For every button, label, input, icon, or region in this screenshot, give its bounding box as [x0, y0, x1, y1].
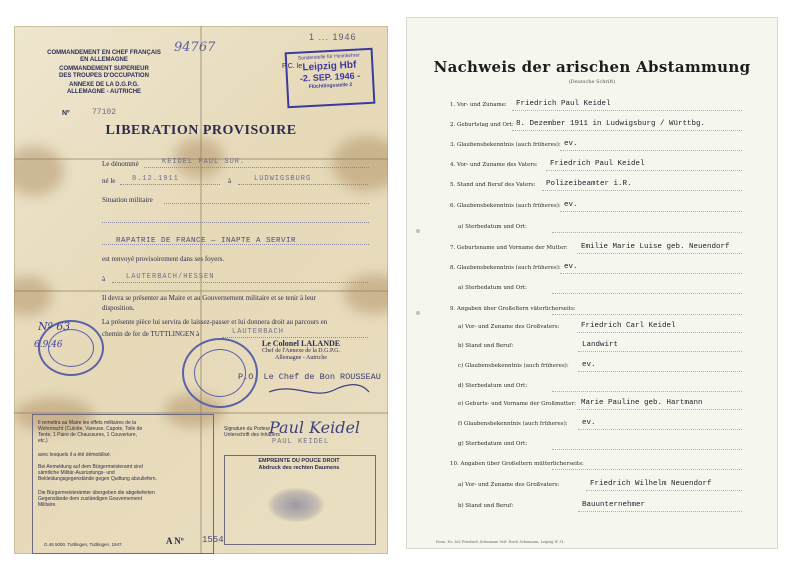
stain — [14, 146, 64, 196]
form-row-label: 8. Glaubensbekenntnis (auch früheres): — [450, 265, 561, 271]
bottom-text-3: Bei Anmeldung auf dem Bürgermeisteramt sind sämtliche Militär-Ausrüstungs- und Bekleidungsgegenstände gegen Quittung abzuliefern. — [38, 464, 157, 482]
ne-le-label: né le — [102, 177, 116, 185]
destination: LAUTERBACH/HESSEN — [126, 273, 215, 281]
form-row-line — [552, 449, 742, 450]
dotted-line — [164, 203, 369, 204]
form-row-label: g) Sterbedatum und Ort: — [458, 441, 528, 447]
holder-signature-typed: PAUL KEIDEL — [272, 438, 330, 446]
rail-destination: LAUTERBACH — [232, 328, 285, 336]
presenter-text-1: Il devra se présenter au Maire et au Gouvernement militaire et se tenir à leur — [102, 294, 316, 302]
presenter-text-2: disposition. — [102, 304, 135, 312]
piece-text-1: La présente pièce lui servira de laissez-passer et lui donnera droit au parcours en — [102, 318, 328, 326]
denomme-label: Le dénommé — [102, 160, 139, 168]
birthplace: LUDWIGSBURG — [254, 175, 312, 183]
form-row-label: b) Stand und Beruf: — [458, 343, 514, 349]
form-row-value: Landwirt — [582, 341, 619, 349]
bottom-text-2: avec lesquels il a été démobilisé. — [38, 452, 112, 458]
leipzig-stamp — [285, 48, 376, 109]
thumbprint-title-fr: EMPREINTE DU POUCE DROIT — [258, 458, 340, 464]
form-row-line — [578, 511, 742, 512]
round-stamp-center — [182, 338, 258, 408]
form-row-label: 3. Glaubensbekenntnis (auch früheres): — [450, 142, 561, 148]
form-row-line — [552, 232, 742, 233]
serial-label: A Nº — [166, 536, 184, 546]
form-row-line — [586, 490, 742, 491]
header-block — [44, 50, 164, 96]
form-row-value: ev. — [564, 263, 578, 271]
thumbprint-title-de: Abdruck des rechten Daumens — [258, 465, 340, 471]
round-stamp-inner — [194, 349, 246, 397]
a-label: à — [228, 177, 232, 185]
document-title: LIBERATION PROVISOIRE — [105, 123, 297, 138]
ne-le-value: 8.12.1911 — [132, 175, 179, 183]
form-row-value: Polizeibeamter i.R. — [546, 180, 632, 188]
form-row-label: c) Glaubensbekenntnis (auch früheres): — [458, 363, 569, 369]
form-row-label: 10. Angaben über Großeltern mütterlicherseits: — [450, 461, 584, 467]
dotted-line — [144, 167, 369, 168]
form-row-line — [552, 293, 742, 294]
stamp-city: Leipzig Hbf — [302, 59, 357, 74]
form-row-label: d) Sterbedatum und Ort: — [458, 383, 528, 389]
form-row-line — [512, 110, 742, 111]
form-row-value: ev. — [564, 140, 578, 148]
form-row-label: 4. Vor- und Zuname des Vaters: — [450, 162, 538, 168]
form-row-value: 8. Dezember 1911 in Ludwigsburg / Württbg. — [516, 120, 706, 128]
dotted-line — [238, 184, 368, 185]
printer-footer: G.46 5000. Tuttlingen, Tuttlingen. 1947. — [44, 542, 123, 547]
form-row-label: f) Glaubensbekenntnis (auch früheres): — [458, 421, 568, 427]
header-line: COMMANDEMENT SUPERIEUR — [59, 66, 149, 72]
pc-date: 1 ... 1946 — [309, 32, 357, 42]
repatriation-text: RAPATRIE DE FRANCE — INAPTE A SERVIR — [116, 237, 297, 245]
form-row-label: 2. Geburtstag und Ort: — [450, 122, 514, 128]
a2-label: à — [102, 275, 106, 283]
document-subtitle: (Deutsche Schrift) — [568, 79, 616, 85]
signature-scribble — [264, 378, 374, 400]
stamp-bottom-text: Flüchtlingsstelle 2 — [308, 81, 353, 91]
form-row-line — [542, 190, 742, 191]
form-row-label: b) Stand und Beruf: — [458, 503, 514, 509]
form-row-line — [546, 170, 742, 171]
form-row-label: e) Geburts- und Vorname der Großmutter: — [458, 401, 577, 407]
form-row-label: 7. Geburtsname und Vorname der Mutter: — [450, 245, 568, 251]
punch-hole — [416, 229, 420, 233]
header-line: ALLEMAGNE - AUTRICHE — [66, 89, 142, 95]
form-row-line — [560, 150, 742, 151]
signature-porteur-fr: Signature du Porteur — [224, 426, 271, 432]
dotted-line — [112, 282, 368, 283]
form-row-label: 6. Glaubensbekenntnis (auch früheres): — [450, 203, 561, 209]
form-row-label: a) Sterbedatum und Ort: — [458, 285, 527, 291]
renvoye-text: est renvoyé provisoirement dans ses foyers. — [102, 255, 225, 263]
form-row-line — [578, 429, 742, 430]
header-line: EN ALLEMAGNE — [80, 57, 128, 63]
dotted-line — [102, 222, 369, 223]
form-row-label: a) Sterbedatum und Ort: — [458, 224, 527, 230]
piece-text-2: chemin de fer de TUTTLINGEN à — [102, 330, 200, 338]
form-row-line — [577, 409, 742, 410]
form-row-line — [552, 469, 742, 470]
colonel-line: Chef de l'Annexe de la D.G.P.G. — [262, 348, 340, 354]
handwritten-number: 94767 — [174, 40, 216, 55]
signature-porteur-de: Unterschrift des Inhabers — [224, 432, 280, 438]
punch-hole — [416, 311, 420, 315]
holder-signature: Paul Keidel — [269, 418, 361, 437]
form-row-value: Friedrich Paul Keidel — [516, 100, 611, 108]
stamp-number: Nº 63 — [38, 320, 71, 333]
header-line: ANNEXE DE LA D.G.P.G. — [69, 82, 139, 88]
form-row-value: Friedrich Paul Keidel — [550, 160, 645, 168]
form-row-value: Friedrich Wilhelm Neuendorf — [590, 480, 712, 488]
colonel-line: Allemagne - Autriche — [275, 355, 327, 361]
po-signature-line: P.O. Le Chef de Bon ROUSSEAU — [238, 372, 381, 382]
form-row-line — [512, 130, 742, 131]
document-title: Nachweis der arischen Abstammung — [433, 58, 751, 76]
form-row-label: a) Vor- und Zuname des Großvaters: — [458, 482, 560, 488]
number-value: 77102 — [92, 108, 117, 117]
stain — [332, 136, 388, 191]
situation-label: Situation militaire — [102, 196, 153, 204]
pc-label: P.C. le — [282, 63, 303, 70]
dotted-line — [102, 244, 369, 245]
form-row-label: 1. Vor- und Zuname: — [450, 102, 507, 108]
dotted-line — [222, 337, 368, 338]
stamp-top-text: Sonderstelle für Heimkehrer — [297, 52, 361, 62]
form-row-line — [560, 211, 742, 212]
stamp-handwritten-date: 6.9.46 — [34, 340, 63, 350]
dotted-line — [120, 184, 220, 185]
form-row-line — [560, 273, 742, 274]
form-row-label: 5. Stand und Beruf des Vaters: — [450, 182, 536, 188]
liberation-provisoire-document — [14, 26, 388, 554]
thumbprint-title — [224, 458, 374, 472]
denomme-value: KEIDEL PAUL SUR. — [162, 158, 246, 166]
stamp-date: -2. SEP. 1946 - — [299, 70, 361, 84]
serial-number: 1554 — [202, 535, 224, 545]
number-label: Nº — [62, 110, 70, 117]
header-line: COMMANDEMENT EN CHEF FRANÇAIS — [47, 50, 161, 56]
nachweis-document — [406, 17, 778, 549]
bottom-text-4: Die Bürgermeisterämter übergeben die abgelieferten Gegenstände dem zuständigen Gouvernement Militaire. — [38, 490, 155, 508]
form-row-line — [578, 351, 742, 352]
form-row-value: Friedrich Carl Keidel — [581, 322, 676, 330]
form-row-value: ev. — [582, 419, 596, 427]
colonel-name: Le Colonel LALANDE — [261, 339, 341, 348]
form-row-line — [578, 371, 742, 372]
form-row-line — [577, 253, 742, 254]
stain — [344, 274, 388, 314]
stain — [14, 276, 52, 316]
bottom-text-1: Il remettra au Maire les effets militaires de la Wehrmacht (Culotte, Vareuse, Capote, Toile de Tente, 1 Paire de Chaussures, 1 Couverture, etc.) — [38, 420, 143, 444]
form-row-value: Marie Pauline geb. Hartmann — [581, 399, 703, 407]
fold-line — [14, 290, 388, 292]
form-row-value: Bauunternehmer — [582, 501, 646, 509]
form-row-label: a) Vor- und Zuname des Großvaters: — [458, 324, 560, 330]
header-line: DES TROUPES D'OCCUPATION — [59, 73, 149, 79]
printer-footer: Form. Nr. 362 Friedrich Schumann Verl. Erich Schumann, Leipzig W 31. — [436, 540, 565, 544]
thumbprint — [268, 488, 324, 522]
form-row-line — [552, 314, 742, 315]
form-row-value: Emilie Marie Luise geb. Neuendorf — [581, 243, 730, 251]
form-row-line — [577, 332, 742, 333]
form-row-line — [552, 391, 742, 392]
form-row-value: ev. — [564, 201, 578, 209]
form-row-label: 9. Angaben über Großeltern väterlicherseits: — [450, 306, 576, 312]
form-row-value: ev. — [582, 361, 596, 369]
